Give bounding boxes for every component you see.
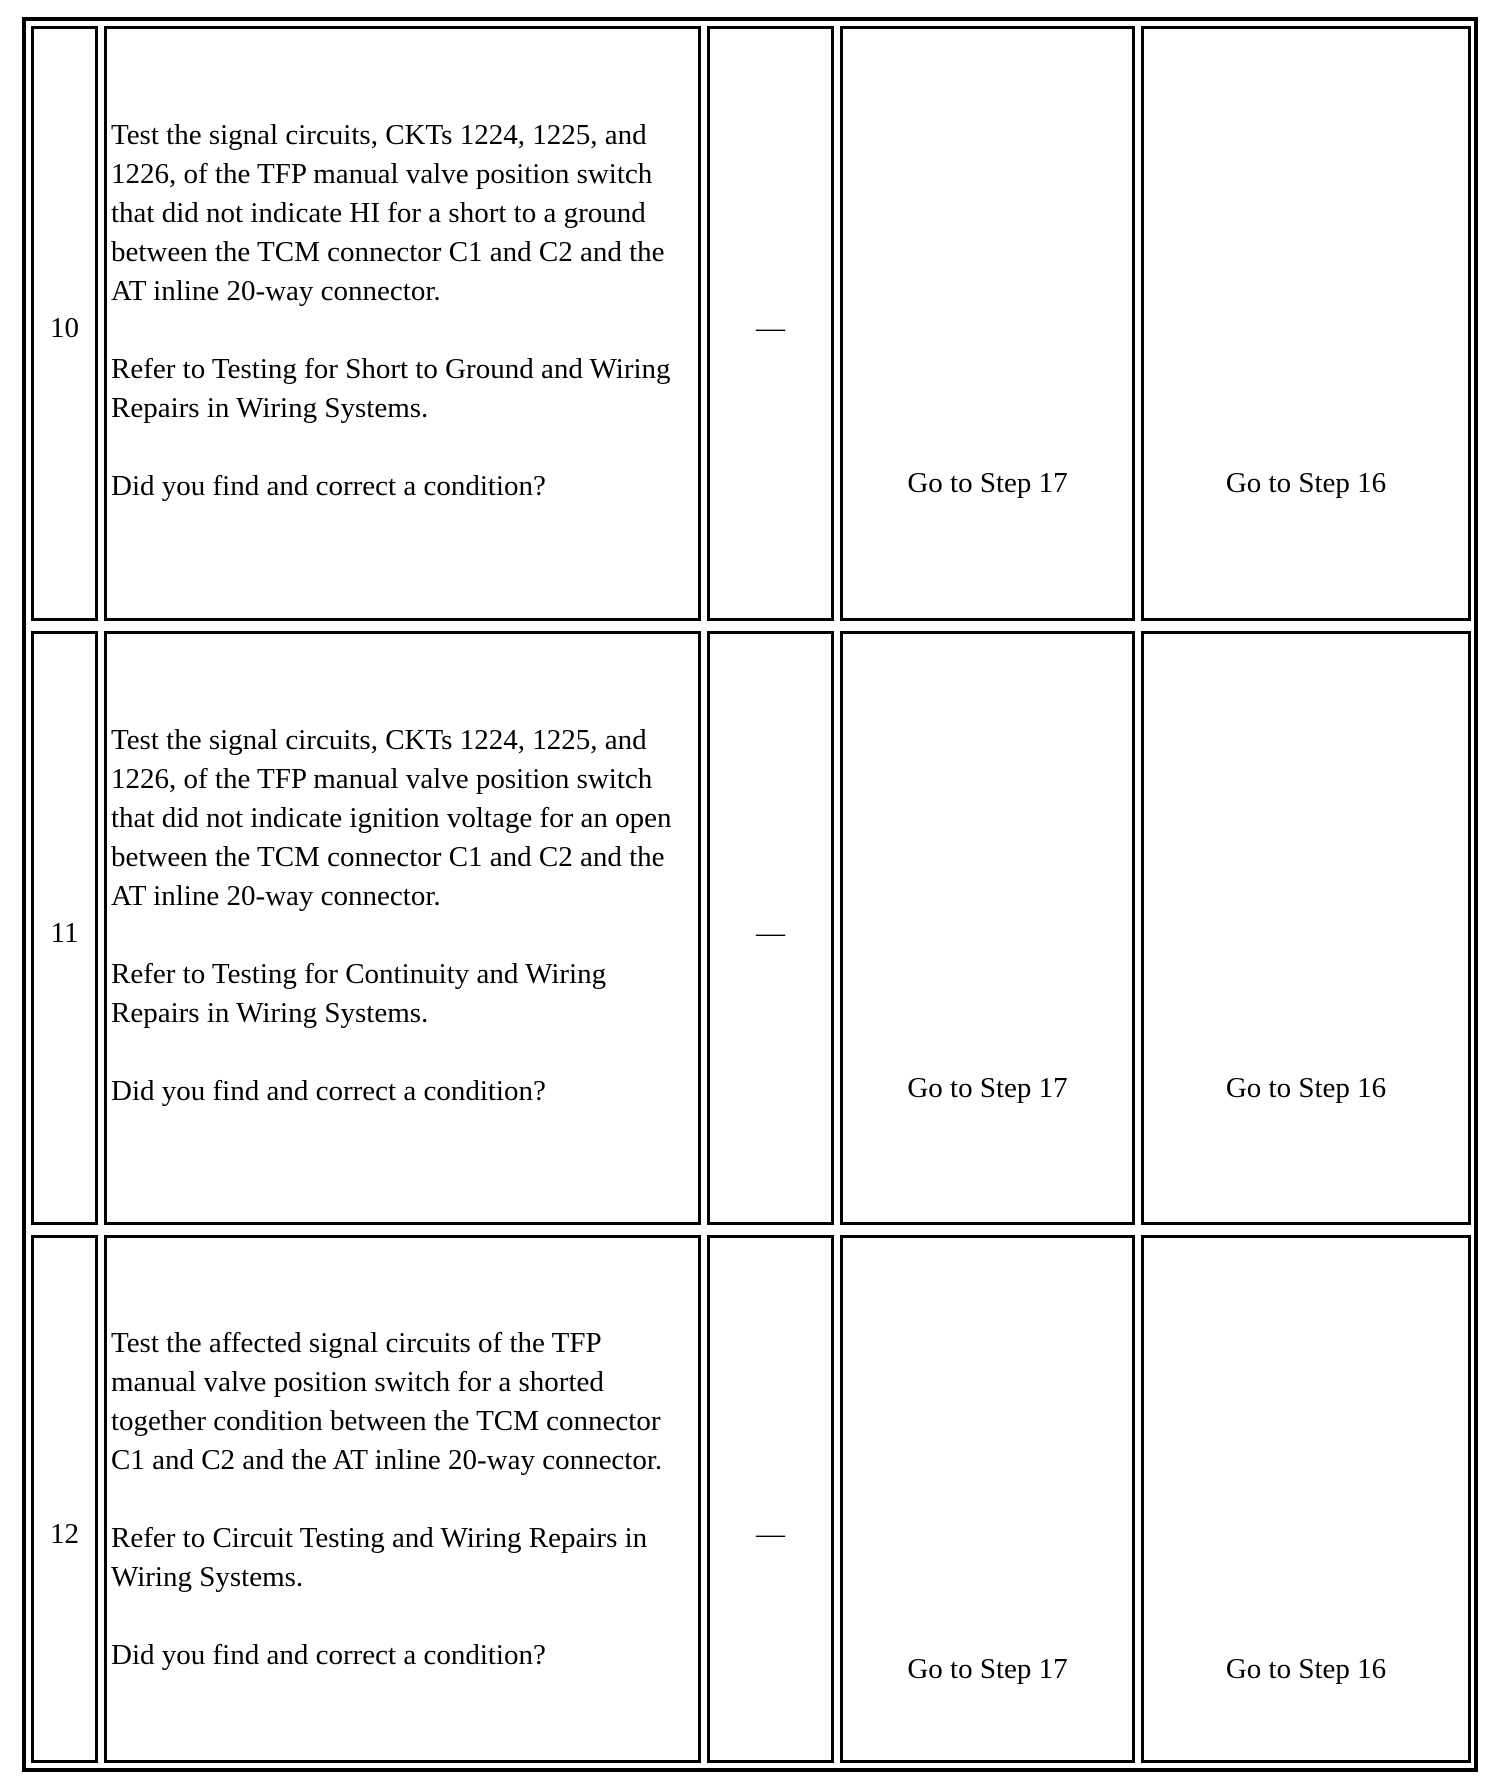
action-instruction: Test the signal circuits, CKTs 1224, 1225, and 1226, of the TFP manual valve position switch that did not indicate ignition voltage for an open between the TCM connector C1 and C2 and the AT inline 20-way connector.: [111, 724, 672, 912]
step-cell: [31, 631, 98, 1225]
action-reference: Refer to Testing for Short to Ground and Wiring Repairs in Wiring Systems.: [111, 353, 671, 424]
action-question: Did you find and correct a condition?: [111, 1075, 546, 1107]
action-question: Did you find and correct a condition?: [111, 1639, 546, 1671]
action-cell: [104, 26, 701, 621]
action-text: [111, 721, 692, 1111]
step-number: 11: [50, 917, 79, 949]
table-row: [26, 626, 1474, 1230]
no-cell: [1141, 1235, 1471, 1763]
no-action: Go to Step 16: [1225, 467, 1387, 499]
action-reference: Refer to Testing for Continuity and Wiring Repairs in Wiring Systems.: [111, 958, 607, 1029]
step-number: 12: [50, 1518, 79, 1550]
action-cell: [104, 631, 701, 1225]
step-cell: [31, 1235, 98, 1763]
yes-cell: [840, 1235, 1135, 1763]
yes-action: Go to Step 17: [907, 467, 1068, 499]
yes-action: Go to Step 17: [907, 1653, 1068, 1685]
yes-cell: [840, 26, 1135, 621]
action-reference: Refer to Circuit Testing and Wiring Repairs in Wiring Systems.: [111, 1522, 648, 1593]
value-cell: [707, 1235, 834, 1763]
action-text: [111, 1324, 692, 1675]
action-instruction: Test the affected signal circuits of the TFP manual valve position switch for a shorted together condition between the TCM connector C1 and C2 and the AT inline 20-way connector.: [111, 1327, 663, 1476]
action-cell: [104, 1235, 701, 1763]
value-cell: [707, 26, 834, 621]
no-action: Go to Step 16: [1225, 1653, 1387, 1685]
value-text: —: [756, 312, 785, 344]
no-action: Go to Step 16: [1225, 1072, 1387, 1104]
action-instruction: Test the signal circuits, CKTs 1224, 1225, and 1226, of the TFP manual valve position switch that did not indicate HI for a short to a ground between the TCM connector C1 and C2 and the AT inline 20-way connector.: [111, 119, 665, 307]
value-text: —: [756, 1518, 785, 1550]
no-cell: [1141, 631, 1471, 1225]
value-cell: [707, 631, 834, 1225]
value-text: —: [756, 917, 785, 949]
no-cell: [1141, 26, 1471, 621]
table-row: [26, 1230, 1474, 1768]
table-row: [26, 21, 1474, 626]
yes-cell: [840, 631, 1135, 1225]
action-text: [111, 116, 692, 506]
step-cell: [31, 26, 98, 621]
diagnostic-table: [22, 17, 1478, 1772]
step-number: 10: [50, 312, 79, 344]
action-question: Did you find and correct a condition?: [111, 470, 546, 502]
yes-action: Go to Step 17: [907, 1072, 1068, 1104]
